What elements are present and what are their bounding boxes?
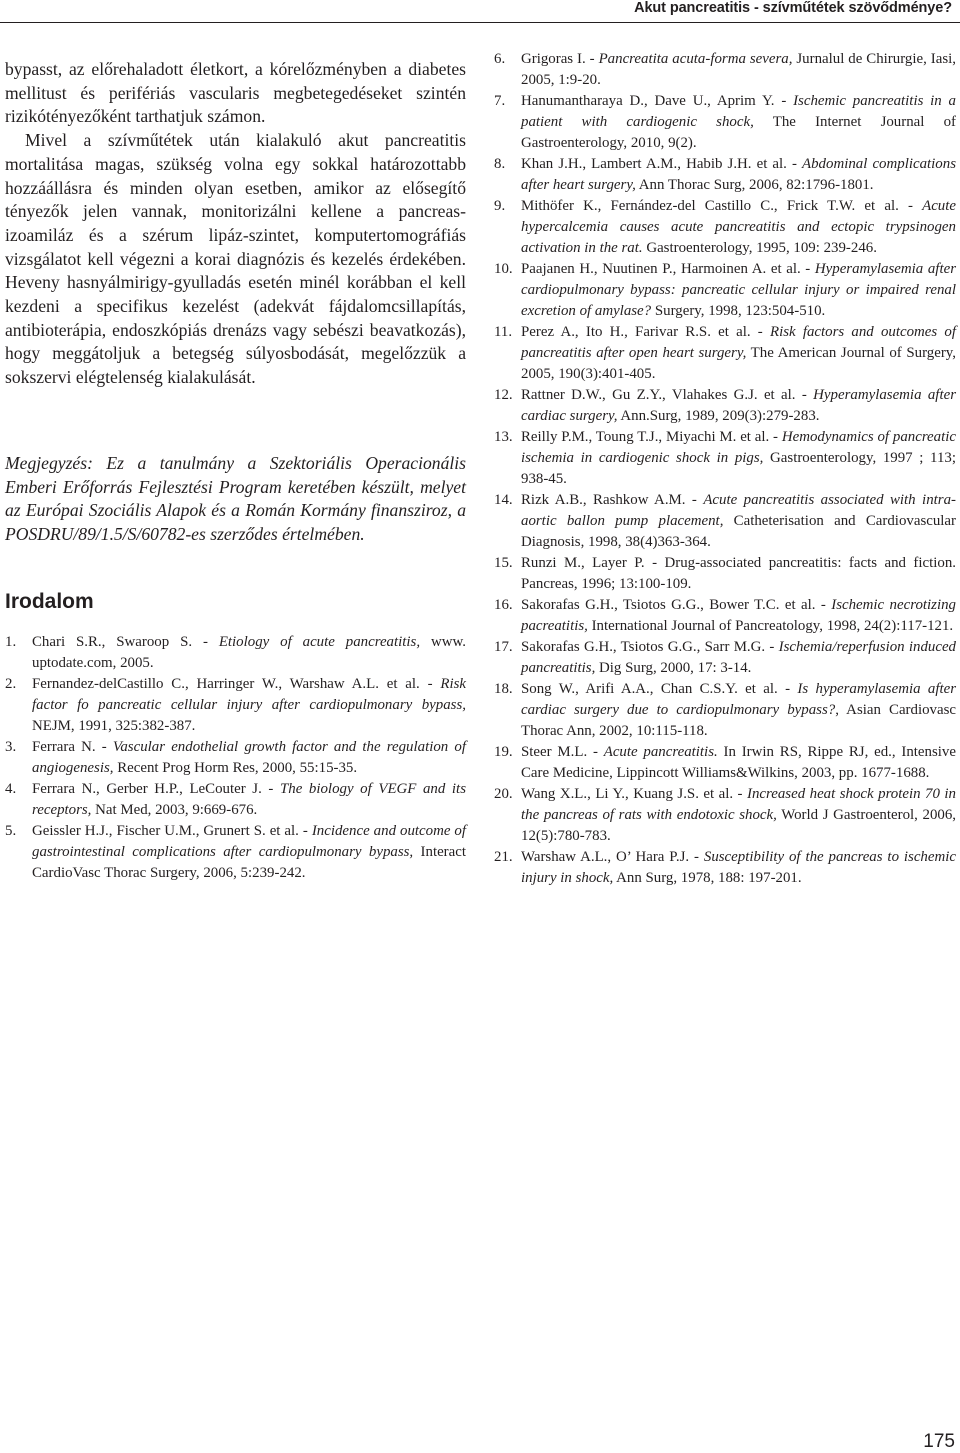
reference-title: Acute hypercalcemia causes acute pancreatitis and ectopic trypsinogen activation in the rat. <box>521 198 956 256</box>
left-column <box>5 58 466 884</box>
references-heading: Irodalom <box>5 590 94 614</box>
body-paragraph-1: bypasst, az előrehaladott életkort, a kórelőzményben a diabetes mellitust és perifériás vascularis megbetegedéseket szintén rizikótényezőként tarthatjuk számon. <box>5 59 466 127</box>
reference-list-left <box>5 632 466 884</box>
reference-authors: Sakorafas G.H., Tsiotos G.G., Bower T.C. et al. - <box>521 597 832 613</box>
reference-number: 1. <box>5 634 17 651</box>
reference-title: Susceptibility of the pancreas to ischemic injury in shock, <box>521 849 956 886</box>
reference-item <box>494 427 956 490</box>
reference-item <box>494 847 956 889</box>
reference-authors: Paajanen H., Nuutinen P., Harmoinen A. et al. - <box>521 261 815 277</box>
reference-authors: Grigoras I. - <box>521 51 599 67</box>
reference-title: Etiology of acute pancreatitis, <box>218 634 421 651</box>
reference-source: Nat Med, 2003, 9:669-676. <box>91 802 258 819</box>
reference-item <box>494 196 956 259</box>
reference-number: 18. <box>494 681 513 697</box>
reference-number: 21. <box>494 849 513 865</box>
reference-item <box>5 632 466 674</box>
reference-number: 4. <box>5 781 17 798</box>
reference-authors: Rizk A.B., Rashkow A.M. - <box>521 492 704 508</box>
reference-number: 17. <box>494 639 513 655</box>
reference-item <box>494 595 956 637</box>
reference-item <box>5 779 466 821</box>
reference-authors: Rattner D.W., Gu Z.Y., Vlahakes G.J. et al. - <box>521 387 814 403</box>
reference-authors: Runzi M., Layer P. - Drug-associated pancreatitis: facts and fiction. Pancreas, 1996; 13:100-109. <box>521 555 956 592</box>
reference-source: The Internet Journal of Gastroenterology, 2010, 9(2). <box>521 114 957 151</box>
running-title: Akut pancreatitis - szívműtétek szövődménye? <box>634 0 952 16</box>
reference-authors: Perez A., Ito H., Farivar R.S. et al. - <box>521 324 770 340</box>
reference-number: 2. <box>5 676 17 693</box>
reference-title: Acute pancreatitis associated with intra-aortic ballon pump placement, <box>521 492 956 529</box>
reference-item <box>5 674 466 737</box>
reference-number: 9. <box>494 198 506 214</box>
reference-title: The biology of VEGF and its receptors, <box>32 781 466 819</box>
reference-number: 19. <box>494 744 513 760</box>
reference-item <box>494 259 956 322</box>
reference-title: Is hyperamylasemia after cardiac surgery due to cardiopulmonary bypass? <box>521 681 957 718</box>
reference-item <box>5 737 466 779</box>
reference-source: Ann.Surg, 1989, 209(3):279-283. <box>617 408 820 424</box>
reference-source: www. uptodate.com, 2005. <box>32 634 466 672</box>
reference-item <box>494 91 956 154</box>
reference-authors: Reilly P.M., Toung T.J., Miyachi M. et al. - <box>521 429 782 445</box>
reference-source: Surgery, 1998, 123:504-510. <box>651 303 826 319</box>
reference-source: Ann Surg, 1978, 188: 197-201. <box>613 870 802 886</box>
right-column <box>494 49 956 889</box>
reference-number: 10. <box>494 261 513 277</box>
reference-authors: Wang X.L., Li Y., Kuang J.S. et al. - <box>521 786 747 802</box>
reference-authors: Sakorafas G.H., Tsiotos G.G., Sarr M.G. - <box>521 639 779 655</box>
reference-number: 6. <box>494 51 506 67</box>
reference-number: 16. <box>494 597 513 613</box>
reference-source: Catheterisation and Cardiovascular Diagnosis, 1998, 38(4)363-364. <box>521 513 956 550</box>
reference-title: Abdominal complications after heart surgery, <box>521 156 956 193</box>
reference-title: Acute pancreatitis. <box>603 744 718 760</box>
reference-source: International Journal of Pancreatology, 1998, 24(2):117-121. <box>587 618 954 634</box>
reference-number: 7. <box>494 93 506 109</box>
reference-source: Dig Surg, 2000, 17: 3-14. <box>595 660 752 676</box>
reference-authors: Hanumantharaya D., Dave U., Aprim Y. - <box>521 93 794 109</box>
reference-title: Hyperamylasemia after cardiac surgery, <box>521 387 956 424</box>
reference-source: The American Journal of Surgery, 2005, 190(3):401-405. <box>521 345 956 382</box>
reference-source: World J Gastroenterol, 2006, 12(5):780-783. <box>521 807 956 844</box>
body-paragraph-2: Mivel a szívműtétek után kialakuló akut pancreatitis mortalitása magas, szükség volna egy sokkal határozottabb hozzáállásra és minden olyan esetben, amikor az elősegítő tényezők jelen vannak, monitorizálni kellene a pancreas-izoamiláz és a szérum lipáz-szintet, komputertomográfiás vizsgálatot kell végezni a korai diagnózis és kezelés érdekében. Heveny hasnyálmirigy-gyulladás esetén minél korábban el kell kezdeni a specifikus kezelést (adekvát fájdalomcsillapítás, antibioterápia, endoszkópiás drenázs vagy sebészi beavatkozás), hogy meggátoljuk a betegség súlyosbodását, megelőzzük a sokszervi elégtelenség kialakulását. <box>5 130 466 388</box>
reference-item <box>494 49 956 91</box>
reference-item <box>494 490 956 553</box>
reference-authors: Geissler H.J., Fischer U.M., Grunert S. et al. - <box>32 823 312 840</box>
reference-item <box>494 637 956 679</box>
reference-title: Hyperamylasemia after cardiopulmonary bypass: pancreatic cellular injury or impaired renal excretion of amylase? <box>521 261 956 319</box>
reference-item <box>5 821 466 884</box>
reference-source: Gastroenterology, 1995, 109: 239-246. <box>642 240 877 256</box>
reference-source: , Asian Cardiovasc Thorac Ann, 2002, 10:115-118. <box>521 702 956 739</box>
reference-number: 8. <box>494 156 506 172</box>
reference-title: Vascular endothelial growth factor and the regulation of angiogenesis, <box>32 739 466 777</box>
reference-title: Hemodynamics of pancreatic ischemia in cardiogenic shock in pigs, <box>521 429 956 466</box>
reference-number: 13. <box>494 429 513 445</box>
reference-number: 15. <box>494 555 513 571</box>
reference-item <box>494 742 956 784</box>
header-rule <box>0 22 960 23</box>
reference-source: Jurnalul de Chirurgie, Iasi, 2005, 1:9-20. <box>521 51 956 88</box>
reference-number: 20. <box>494 786 513 802</box>
reference-item <box>494 154 956 196</box>
reference-title: Ischemic necrotizing pacreatitis, <box>521 597 957 634</box>
reference-number: 5. <box>5 823 17 840</box>
reference-authors: Chari S.R., Swaroop S. - <box>32 634 219 651</box>
reference-title: Risk factor fo pancreatic cellular injury after cardiopulmonary bypass, <box>32 676 466 714</box>
reference-authors: Khan J.H., Lambert A.M., Habib J.H. et al. - <box>521 156 803 172</box>
reference-source: NEJM, 1991, 325:382-387. <box>32 718 196 735</box>
reference-number: 11. <box>494 324 513 340</box>
reference-authors: Steer M.L. - <box>521 744 604 760</box>
reference-item <box>494 679 956 742</box>
page-number: 175 <box>923 1431 955 1452</box>
reference-source: Recent Prog Horm Res, 2000, 55:15-35. <box>113 760 358 777</box>
reference-title: Increased heat shock protein 70 in the pancreas of rats with endotoxic shock, <box>521 786 956 823</box>
reference-title: Ischemic pancreatitis in a patient with cardiogenic shock, <box>521 93 956 130</box>
reference-source: Interact CardioVasc Thorac Surgery, 2006, 5:239-242. <box>32 844 466 882</box>
reference-number: 12. <box>494 387 513 403</box>
reference-authors: Song W., Arifi A.A., Chan C.S.Y. et al. - <box>521 681 798 697</box>
reference-authors: Mithöfer K., Fernández-del Castillo C., Frick T.W. et al. - <box>521 198 923 214</box>
reference-title: Risk factors and outcomes of pancreatitis after open heart surgery, <box>521 324 956 361</box>
reference-source: In Irwin RS, Rippe RJ, ed., Intensive Care Medicine, Lippincott Williams&Wilkins, 2003, pp. 1677-1688. <box>521 744 956 781</box>
reference-authors: Ferrara N. - <box>32 739 113 756</box>
reference-number: 14. <box>494 492 513 508</box>
reference-title: Ischemia/reperfusion induced pancreatitis, <box>521 639 956 676</box>
reference-authors: Warshaw A.L., O’ Hara P.J. - <box>521 849 704 865</box>
reference-authors: Ferrara N., Gerber H.P., LeCouter J. - <box>32 781 280 798</box>
reference-item <box>494 322 956 385</box>
reference-source: Gastroenterology, 1997 ; 113; 938-45. <box>521 450 956 487</box>
reference-item <box>494 553 956 595</box>
reference-title: Pancreatita acuta-forma severa, <box>598 51 793 67</box>
funding-note: Megjegyzés: Ez a tanulmány a Szektoriális Operacionális Emberi Erőforrás Fejlesztési Program keretében készült, melyet az Európai Szociális Alapok és a Román Kormány finansziroz, a POSDRU/89/1.5/S/60782-es szerződes értelmében. <box>5 452 466 545</box>
reference-number: 3. <box>5 739 17 756</box>
reference-item <box>494 385 956 427</box>
reference-title: Incidence and outcome of gastrointestinal complications after cardiopulmonary bypass, <box>32 823 467 861</box>
reference-item <box>494 784 956 847</box>
reference-source: Ann Thorac Surg, 2006, 82:1796-1801. <box>635 177 874 193</box>
reference-list-right <box>494 49 956 889</box>
reference-authors: Fernandez-delCastillo C., Harringer W., Warshaw A.L. et al. - <box>32 676 441 693</box>
